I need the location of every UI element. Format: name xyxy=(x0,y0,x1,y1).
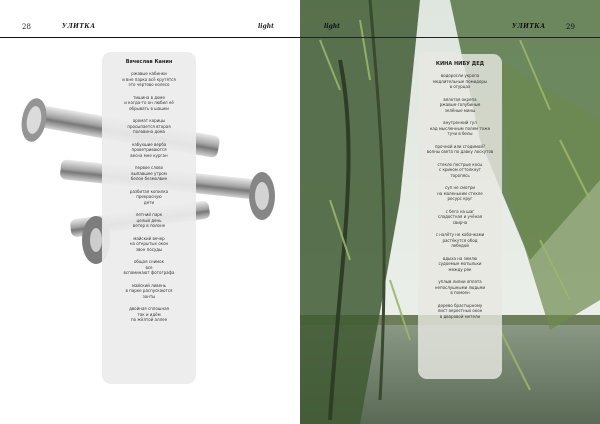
left-poem-stanza: летний парк целый день ветер в полоне xyxy=(132,212,166,228)
right-poem-stanza: суп не смотри на маленьким стекле ресурс круг xyxy=(437,185,483,201)
left-poem-stanza: общая снимок все вспоминают фотографа xyxy=(123,259,175,275)
right-header-rule xyxy=(300,37,600,38)
left-poem-stanza: тишина в доме и когда-то он любил её обрывать в шашки xyxy=(124,94,174,111)
right-section-name: light xyxy=(324,23,340,30)
right-poem-stanza: уплыв лилии оплата непослушными людьми в помоен xyxy=(434,279,486,295)
right-poem-stanza: с налёту не кабачками растёкутся обод лебедой xyxy=(435,232,485,248)
left-poem-stanza: майский ливень в парке распускаются зонты xyxy=(125,282,173,299)
left-section-name: light xyxy=(258,23,274,30)
left-poem-stanza: ржавые кабинки и вне парка всё крутятся это чертово колесо xyxy=(122,71,176,87)
right-poem-author: КИНА НИБУ ДЕД xyxy=(435,61,485,67)
right-poem-stanza: с бега на шаг сладостная и учёная свирча xyxy=(437,208,483,225)
left-page-number: 28 xyxy=(22,23,31,31)
right-poem-stanza: внутренний гул над мысленным полем тоже тучи в белы xyxy=(429,120,491,136)
right-poem-stanza: прочной или сгодимой? волны света по давку лоскутов xyxy=(426,143,494,154)
left-poem-stanza: разбитая копилка прекрасную дети xyxy=(129,188,169,205)
right-poem-stanza: стекло пестрые косы с криком оттолкнут торопясь xyxy=(437,161,483,178)
right-magazine-title: УЛИТКА xyxy=(512,23,546,30)
right-page-header xyxy=(300,18,600,38)
right-poem-stanza: вдыха на землю судоемые мотыльки между рек xyxy=(438,255,482,272)
left-poem-stanza: майский вечер на открытых окон звон посуды xyxy=(129,235,169,252)
left-poem-stanza: аромат корицы просыпается вторая половина дома xyxy=(127,118,171,134)
right-poem-stanza: водоросли укропа медлительные помидоры в огурцах xyxy=(432,73,488,89)
left-poem-stanza: двойная сплошная так и идём по жёлтой аллее xyxy=(129,306,169,322)
right-page-number: 29 xyxy=(566,23,575,31)
left-poem-panel xyxy=(102,52,196,384)
right-poem-panel xyxy=(418,54,502,379)
right-page xyxy=(300,0,600,424)
right-poem-stanza: вялотая окрепа ржавые-голубиные зелёные мины xyxy=(439,96,481,113)
left-magazine-title: УЛИТКА xyxy=(62,23,96,30)
left-page-header xyxy=(0,18,300,38)
left-poem-stanza: первое слово выпавшее утром белое безмолвие xyxy=(130,165,168,181)
right-poem-stanza: дерево брастырному лист окрестных окон в дворовой метели xyxy=(437,302,483,319)
left-poem-author: Вячеслав Канин xyxy=(125,59,173,65)
left-header-rule xyxy=(0,37,300,38)
left-poem-stanza: набухшие верба проветриваются весна мне курган xyxy=(130,141,168,158)
